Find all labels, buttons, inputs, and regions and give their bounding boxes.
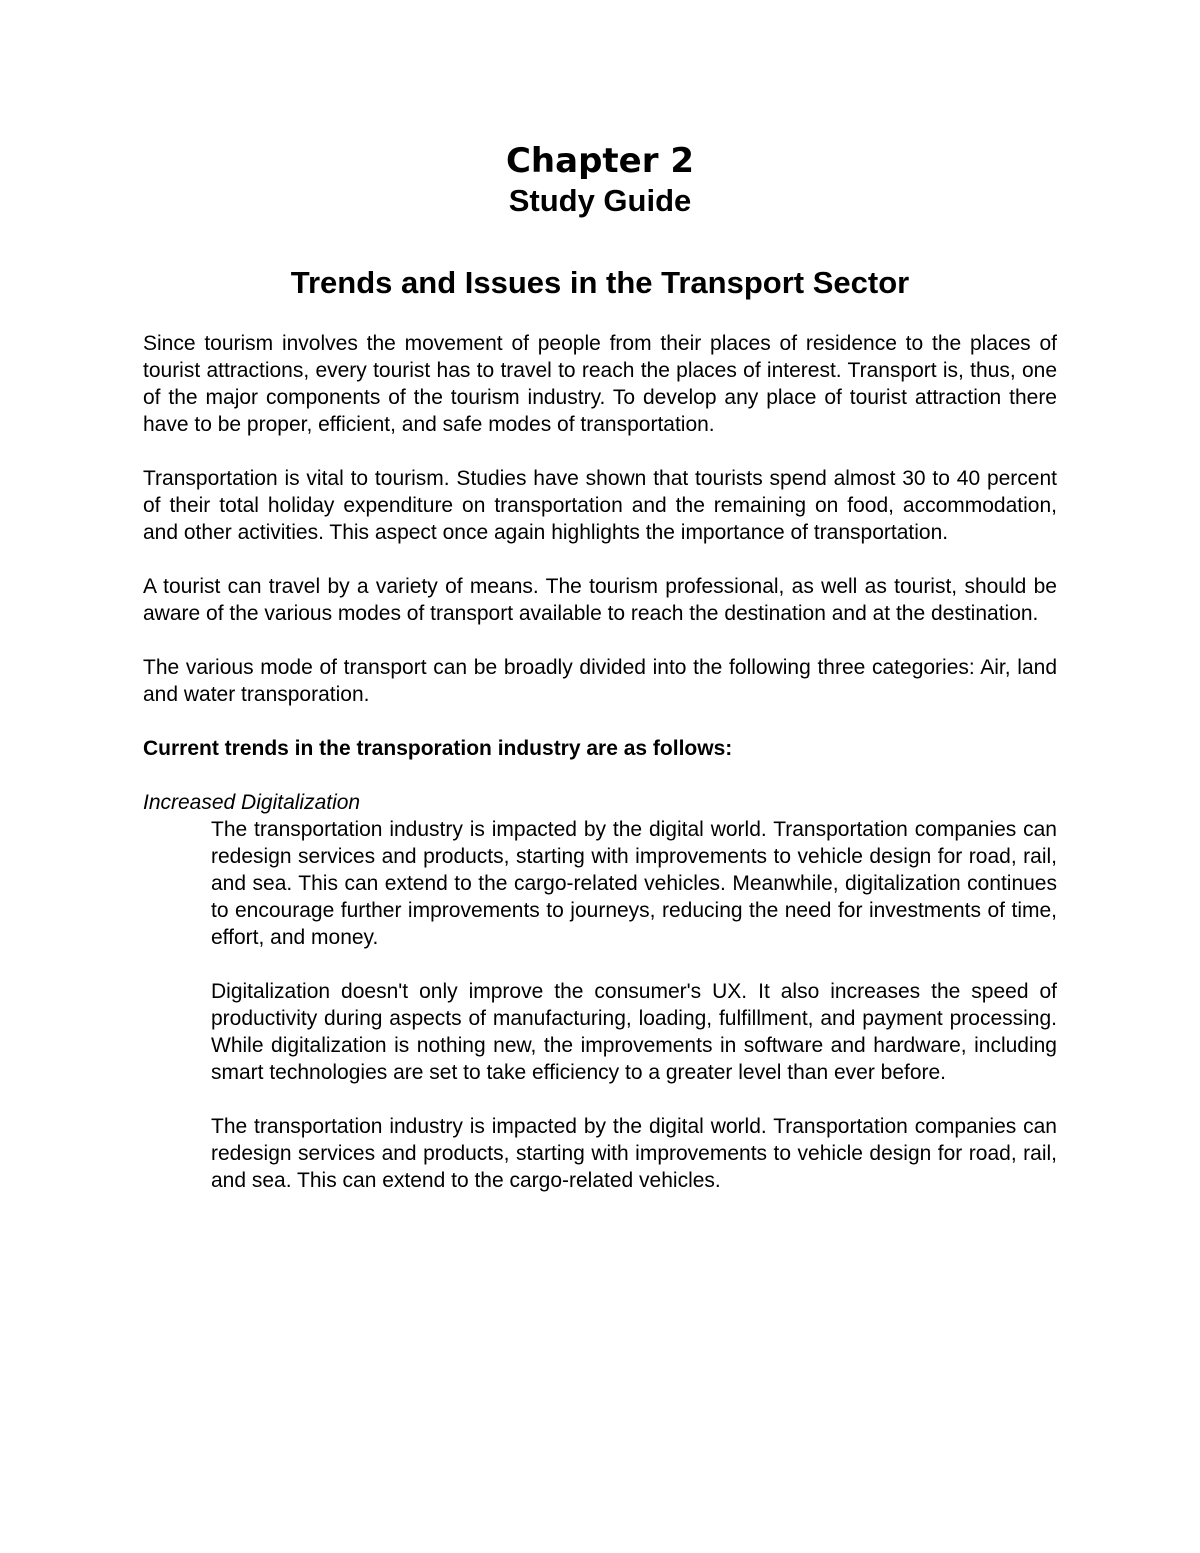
digitalization-paragraph-2: Digitalization doesn't only improve the consumer's UX. It also increases the speed of productivity during aspects of manufacturing, loading, fulfillment, and payment processing. While digitalization is nothing new, the improvements in software and hardware, including smart technologies are set to take efficiency to a greater level than ever before. xyxy=(211,980,1057,1084)
document-page xyxy=(143,140,1057,1194)
intro-paragraph-4: The various mode of transport can be broadly divided into the following three categories: Air, land and water transporation. xyxy=(143,656,1057,706)
study-guide-subtitle: Study Guide xyxy=(508,183,692,218)
digitalization-section xyxy=(211,816,1057,1194)
intro-paragraph-1: Since tourism involves the movement of people from their places of residence to the places of tourist attractions, every tourist has to travel to reach the places of interest. Transport is, thus, one of the major components of the tourism industry. To develop any place of tourist attraction there have to be proper, efficient, and safe modes of transportation. xyxy=(143,332,1057,436)
digitalization-paragraph-3: The transportation industry is impacted by the digital world. Transportation companies can redesign services and products, starting with improvements to vehicle design for road, rail, and sea. This can extend to the cargo-related vehicles. xyxy=(211,1115,1057,1192)
trends-heading: Current trends in the transporation industry are as follows: xyxy=(143,737,733,760)
chapter-title: Chapter 2 xyxy=(505,141,694,181)
digitalization-subheading: Increased Digitalization xyxy=(143,791,361,814)
intro-paragraph-3: A tourist can travel by a variety of means. The tourism professional, as well as tourist, should be aware of the various modes of transport available to reach the destination and at the destination. xyxy=(143,575,1057,625)
digitalization-paragraph-1: The transportation industry is impacted by the digital world. Transportation companies can redesign services and products, starting with improvements to vehicle design for road, rail, and sea. This can extend to the cargo-related vehicles. Meanwhile, digitalization continues to encourage further improvements to journeys, reducing the need for investments of time, effort, and money. xyxy=(211,818,1057,949)
intro-paragraph-2: Transportation is vital to tourism. Studies have shown that tourists spend almost 30 to 40 percent of their total holiday expenditure on transportation and the remaining on food, accommodation, and other activities. This aspect once again highlights the importance of transportation. xyxy=(143,467,1057,544)
section-title: Trends and Issues in the Transport Sector xyxy=(290,265,910,300)
